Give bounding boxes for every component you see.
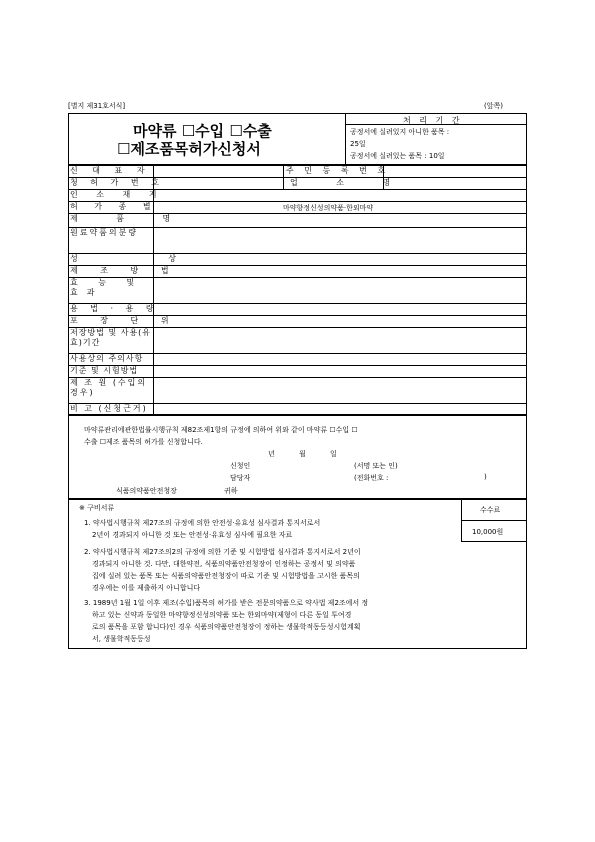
phone-close: ) [484, 473, 487, 481]
efficacy-field[interactable] [154, 278, 526, 302]
fee-label: 수수료 [480, 506, 501, 514]
business-name-field[interactable] [384, 178, 526, 188]
processing-period-line2: 25일 [350, 140, 366, 148]
person-in-charge-label: 담당자 [230, 474, 251, 482]
document-item3-line2: 하고 있는 신약과 동일한 마약향정신성의약품 또는 한외마약(제형이 다른 동일 투여경 [92, 611, 352, 619]
signature-label: (서명 또는 인) [354, 462, 398, 470]
label-representative: 신 대 표 자 [70, 166, 151, 175]
document-item1-line2: 2년이 경과되지 아니한 것 또는 안전성·유효성 심사에 필요한 자료 [92, 531, 293, 539]
label-storage: 저장방법 및 사용(유효)기간 [70, 328, 152, 347]
storage-field[interactable] [154, 328, 526, 352]
document-item2-line3: 집에 실려 있는 품목 또는 식품의약품안전청장이 따로 기준 및 시험방법을 고시한 품목의 [92, 572, 360, 580]
product-name-field[interactable] [154, 214, 526, 226]
properties-field[interactable] [154, 254, 526, 264]
license-type-value: 마약향정신성의약품·한외마약 [283, 204, 374, 212]
label-address: 인 소 재 지 [70, 190, 165, 199]
form-title-line2: ☐제조품목허가신청서 [117, 140, 261, 158]
label-resident-number: 주 민 등 록 번 호 [286, 166, 390, 175]
label-business-name: 업 소 명 [290, 178, 409, 187]
representative-field[interactable] [154, 166, 282, 176]
label-license-type: 허 가 종 별 [70, 202, 158, 211]
label-method: 제 조 방 법 [70, 266, 179, 275]
processing-period-heading: 처 리 기 간 [403, 116, 463, 125]
precautions-field[interactable] [154, 354, 526, 364]
label-product-name: 제 품 명 [70, 214, 189, 223]
phone-label: (전화번호 : [354, 474, 389, 482]
document-item3-line3: 로의 품목을 포함 합니다)인 경우 식품의약품안전청장이 정하는 생물학적동등성시험계획 [92, 623, 361, 631]
honorific: 귀하 [224, 487, 238, 495]
fee-amount: 10,000원 [472, 528, 504, 536]
label-precautions: 사용상의 주의사항 [70, 354, 144, 363]
label-properties: 성 상 [70, 254, 220, 263]
phone-field[interactable] [404, 472, 482, 482]
label-manufacturer: 제 조 원 (수입의 경우) [70, 378, 148, 397]
label-dosage: 용 법 · 용 량 [70, 304, 159, 313]
page-side-label: (앞쪽) [484, 102, 503, 110]
document-item2-line2: 경과되지 아니한 것. 다만, 대한약전, 식품의약품안전청장이 인정하는 공정서 및 의약품 [92, 560, 356, 568]
label-license-number: 청 허 가 번 호 [70, 178, 164, 187]
declaration-text-line2: 수출 ☐제조 품목의 허가를 신청합니다. [84, 438, 203, 446]
addressee: 식품의약품안전청장 [116, 487, 177, 495]
resident-number-field[interactable] [384, 166, 526, 176]
document-item1-line1: 1. 약사법시행규칙 제27조의 규정에 의한 안전성·유효성 심사결과 통지서로서 [84, 519, 321, 527]
dosage-field[interactable] [154, 304, 526, 314]
form-title-line1: 마약류 ☐수입 ☐수출 [133, 122, 272, 140]
ingredients-field[interactable] [154, 228, 526, 252]
processing-period-line3: 공정서에 실려있는 품목 : 10일 [350, 152, 445, 160]
processing-period-line1: 공정서에 실려있지 아니한 품목 : [350, 128, 450, 136]
applicant-field[interactable] [262, 460, 350, 470]
document-item3-line1: 3. 1989년 1월 1일 이후 제조(수입)품목의 허가를 받은 전문의약품으로 약사법 제2조에서 정 [84, 599, 369, 607]
remarks-field[interactable] [154, 404, 526, 414]
document-item2-line1: 2. 약사법시행규칙 제27조의2의 규정에 의한 기준 및 시험방법 심사결과 통지서로서 2년이 [84, 548, 361, 556]
applicant-label: 신청인 [230, 462, 251, 470]
document-item2-line4: 경우에는 이를 제출하지 아니합니다 [92, 584, 201, 592]
label-efficacy: 효 능 및 효과 [70, 278, 144, 297]
address-field[interactable] [154, 190, 526, 200]
package-unit-field[interactable] [154, 316, 526, 326]
person-in-charge-field[interactable] [262, 472, 350, 482]
label-ingredients: 원료약품의분량 [70, 228, 139, 237]
documents-heading: ※ 구비서류 [79, 504, 115, 512]
document-item3-line4: 서, 생물학적동등성 [92, 635, 151, 643]
label-remarks: 비 고 (신청근거) [70, 404, 148, 413]
label-standards: 기준 및 시험방법 [70, 366, 139, 375]
license-number-field[interactable] [154, 178, 282, 188]
label-package-unit: 포 장 단 위 [70, 316, 179, 325]
form-number: [별지 제31호서식] [68, 102, 126, 110]
declaration-text-line1: 마약류관리에관한법률시행규칙 제82조제1항의 규정에 의하여 위와 같이 마약류 ☐수입 ☐ [84, 426, 358, 434]
method-field[interactable] [154, 266, 526, 276]
manufacturer-field[interactable] [154, 378, 526, 402]
date-line: 년 월 일 [268, 450, 337, 458]
standards-field[interactable] [154, 366, 526, 376]
